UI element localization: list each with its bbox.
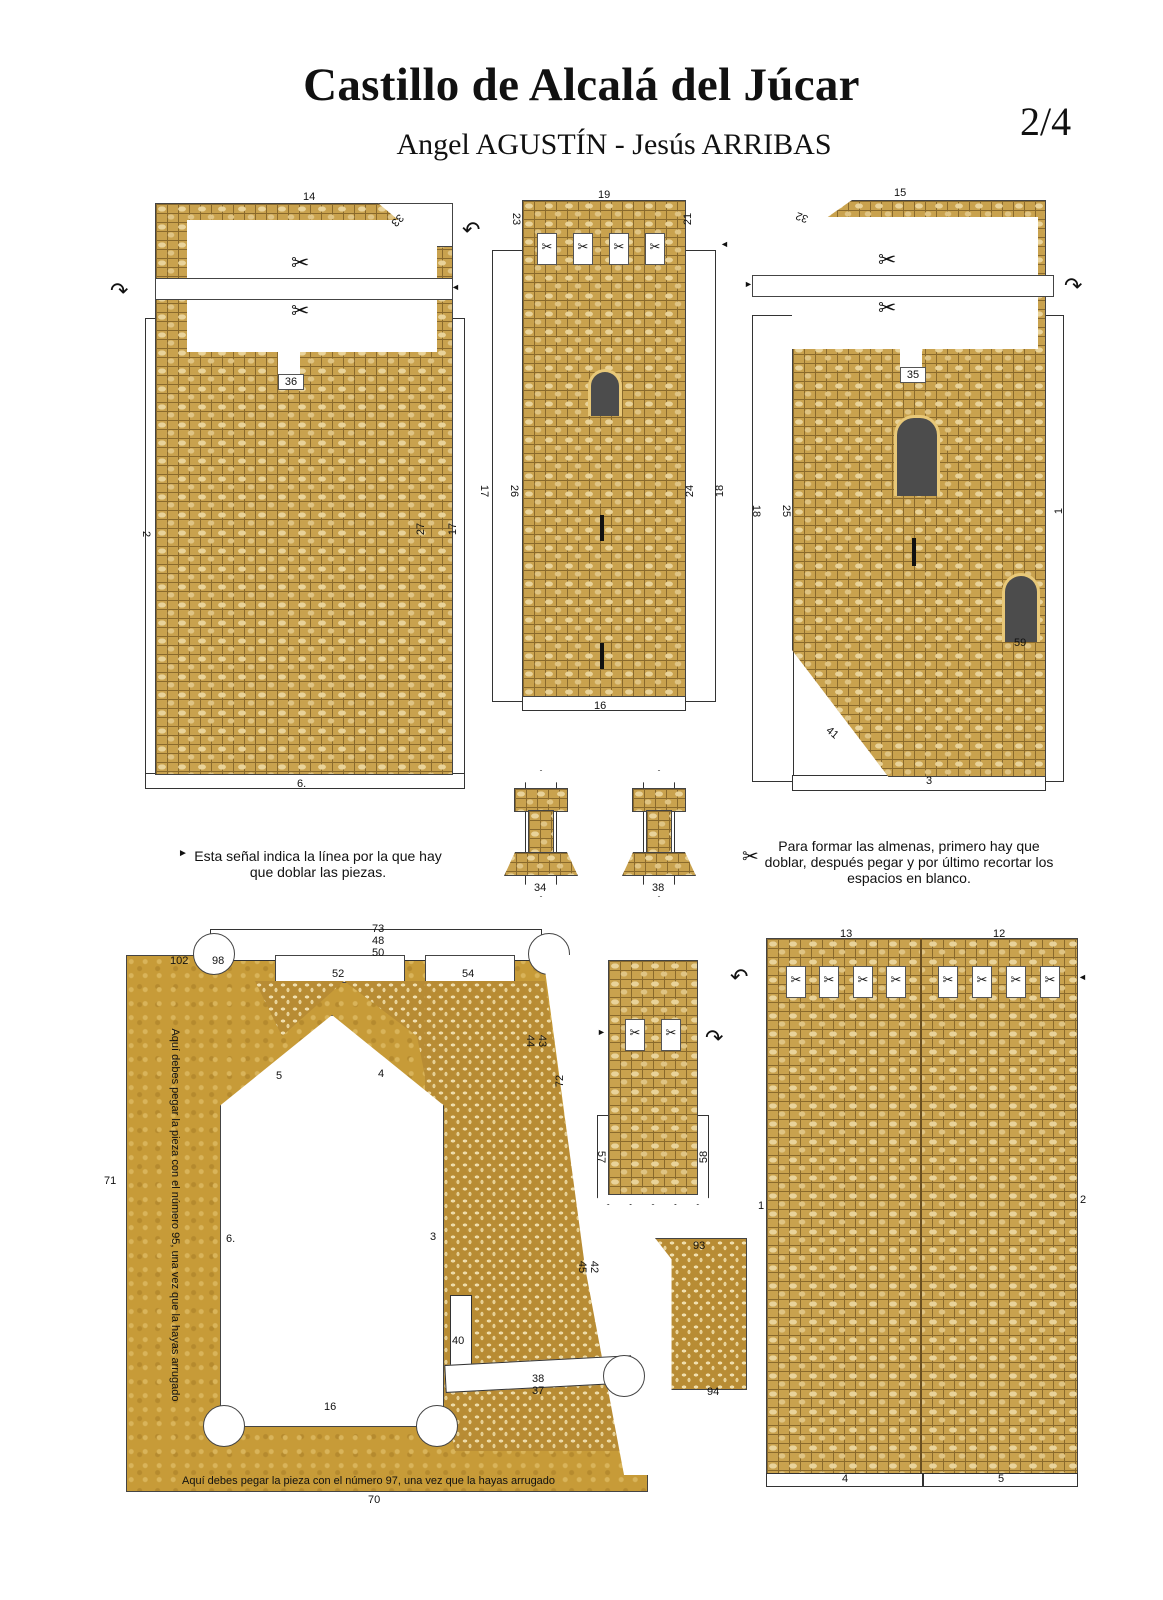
scissors-icon: ✂ <box>1006 966 1026 998</box>
base-label-54: 54 <box>462 968 475 980</box>
scissors-icon: ✂ <box>609 233 629 265</box>
piece-f-left-label: 1 <box>758 1200 765 1212</box>
base-label-43: 43 <box>536 1034 549 1048</box>
piece-b-top-label: 19 <box>598 189 611 201</box>
base-label-38: 38 <box>532 1373 545 1385</box>
fold-arrow-icon: ↷ <box>705 1025 724 1050</box>
fold-arrow-icon: ↶ <box>730 964 749 989</box>
scissors-icon: ✂ <box>878 295 897 320</box>
piece-f-bottom-label-2: 5 <box>998 1473 1005 1485</box>
piece-a-bottom-label: 6. <box>297 778 307 790</box>
piece-f-bottom-label-1: 4 <box>842 1473 849 1485</box>
base-label-44: 44 <box>524 1034 537 1048</box>
piece-b-center-wall <box>462 189 729 715</box>
piece-c-right-wall <box>744 187 1083 790</box>
base-top-label-1: 73 <box>372 923 385 935</box>
base-label-16: 16 <box>324 1401 337 1413</box>
authors: Angel AGUSTÍN - Jesús ARRIBAS <box>396 128 832 161</box>
piece-f-right-label: 2 <box>1080 1194 1087 1206</box>
scissors-icon: ✂ <box>886 966 906 998</box>
piece-f-top-label-2: 12 <box>993 928 1006 940</box>
base-left-note: Aquí debes pegar la pieza con el número 95, una vez que la hayas arrugado <box>169 1028 181 1402</box>
piece-c-l1-label: 18 <box>750 504 763 518</box>
base-label-3: 3 <box>430 1231 437 1243</box>
piece-a-top-label: 14 <box>303 191 316 203</box>
piece-f-top-label-1: 13 <box>840 928 853 940</box>
scissors-icon: ✂ <box>853 966 873 998</box>
piece-c-bottom-label: 3 <box>926 775 933 787</box>
fold-arrow-icon: ↷ <box>1064 273 1083 298</box>
piece-a-inner-label: 27 <box>415 522 428 536</box>
fold-mark-icon: ◄ <box>1078 972 1087 982</box>
piece-d-right-label: 58 <box>698 1150 711 1164</box>
scissors-icon: ✂ <box>878 247 897 272</box>
base-bottom-note: Aquí debes pegar la pieza con el número 97, una vez que la hayas arrugado <box>182 1475 556 1487</box>
fold-instruction <box>178 848 453 880</box>
base-label-52: 52 <box>332 968 345 980</box>
base-label-4: 4 <box>378 1068 385 1080</box>
piece-f-double-wall <box>730 928 1088 1488</box>
base-label-6: 6. <box>226 1233 236 1245</box>
piece-b-tr-label: 21 <box>682 212 695 226</box>
scissors-icon: ✂ <box>661 1019 681 1051</box>
base-label-70: 70 <box>368 1494 381 1506</box>
scissors-icon: ✂ <box>291 298 310 323</box>
fold-arrow-icon: ↶ <box>462 217 481 242</box>
piece-e-trapezoid <box>655 1238 750 1398</box>
base-label-5: 5 <box>276 1070 283 1082</box>
piece-b-r1-label: 24 <box>684 484 697 498</box>
page-title: Castillo de Alcalá del Júcar <box>303 59 860 111</box>
scissors-instruction-text: Para formar las almenas, primero hay que doblar, después pegar y por último recortar los espacios en blanco. <box>764 838 1054 886</box>
piece-a-corner-label: 33 <box>388 211 406 229</box>
piece-b-l2-label: 26 <box>508 484 521 498</box>
base-top-label-2: 48 <box>372 935 385 947</box>
base-label-45: 45 <box>576 1260 589 1274</box>
fold-mark-icon: ► <box>744 279 753 289</box>
scissors-icon: ✂ <box>938 966 958 998</box>
piece-d-small-wall <box>595 955 724 1213</box>
piece-b-l1-label: 17 <box>478 484 491 498</box>
fold-mark-icon: ► <box>178 848 188 859</box>
piece-e-bottom-label: 94 <box>707 1386 720 1398</box>
piece-c-diag-label: 41 <box>823 724 841 742</box>
fold-mark-icon: ◄ <box>720 239 729 249</box>
piece-a-slot-label: 36 <box>278 374 304 390</box>
piece-d-left-label: 57 <box>595 1150 608 1164</box>
piece-c-slot-label: 35 <box>900 367 926 383</box>
piece-b-bottom-label: 16 <box>594 700 607 712</box>
piece-b-tl-label: 23 <box>510 212 523 226</box>
small-piece-left <box>500 770 580 900</box>
scissors-icon: ✂ <box>972 966 992 998</box>
small-piece-right-label: 38 <box>652 882 665 894</box>
scissors-icon: ✂ <box>645 233 665 265</box>
piece-c-win-label: 59 <box>1014 637 1027 649</box>
scissors-icon: ✂ <box>786 966 806 998</box>
window <box>588 369 622 416</box>
fold-mark-icon: ► <box>597 1027 606 1037</box>
scissors-instruction <box>742 838 1060 886</box>
base-label-72: 72 <box>554 1074 567 1088</box>
piece-c-l2-label: 25 <box>780 504 793 518</box>
base-label-42: 42 <box>588 1260 601 1274</box>
piece-b-r2-label: 18 <box>714 484 727 498</box>
scissors-icon: ✂ <box>537 233 557 265</box>
base-top-label-3: 50 <box>372 947 385 959</box>
scissors-icon: ✂ <box>819 966 839 998</box>
base-label-37: 37 <box>532 1385 545 1397</box>
fold-mark-icon: ◄ <box>451 282 460 292</box>
base-piece <box>100 915 660 1520</box>
fold-instruction-text: Esta señal indica la línea por la que hay que doblar las piezas. <box>194 848 442 880</box>
piece-a-left-label: 2 <box>140 530 153 538</box>
scissors-icon: ✂ <box>742 846 759 868</box>
piece-c-top-label: 15 <box>894 187 907 199</box>
fold-arrow-icon: ↷ <box>110 278 129 303</box>
scissors-icon: ✂ <box>1040 966 1060 998</box>
base-label-71: 71 <box>104 1175 117 1187</box>
window <box>1002 573 1040 642</box>
scissors-icon: ✂ <box>573 233 593 265</box>
page-number: 2/4 <box>1020 99 1072 144</box>
piece-a-left-wall <box>110 191 463 792</box>
piece-c-corner-label: 32 <box>794 209 810 225</box>
scissors-icon: ✂ <box>291 250 310 275</box>
small-piece-right <box>618 770 698 900</box>
base-label-98: 98 <box>212 955 225 967</box>
window <box>894 415 940 496</box>
small-piece-left-label: 34 <box>534 882 547 894</box>
piece-a-right-label: 17 <box>447 522 460 536</box>
base-label-102: 102 <box>170 955 189 967</box>
piece-e-top-label: 93 <box>693 1240 706 1252</box>
piece-c-right-label: 1 <box>1053 507 1066 515</box>
scissors-icon: ✂ <box>625 1019 645 1051</box>
base-label-40: 40 <box>452 1335 465 1347</box>
